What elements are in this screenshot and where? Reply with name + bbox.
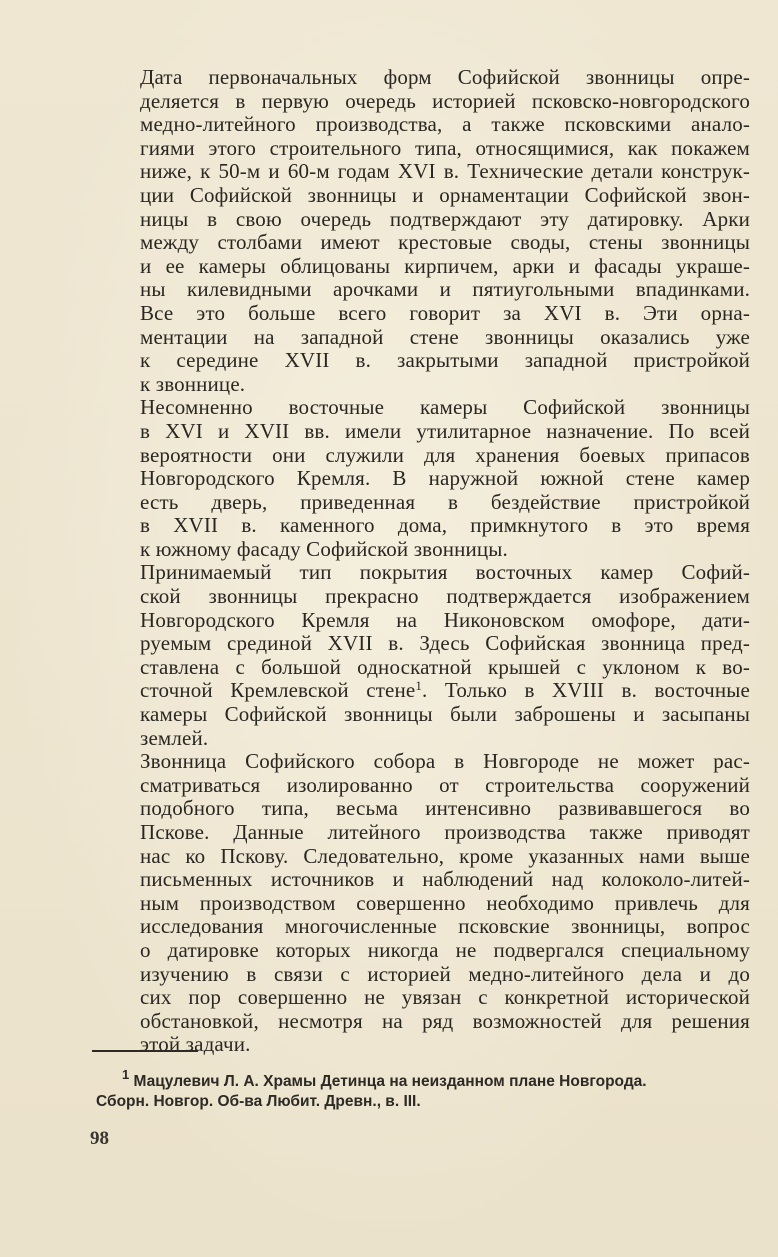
text-line: этой задачи. xyxy=(140,1032,251,1057)
text-line: Новгородского Кремля на Никоновском омофоре, дати- xyxy=(140,607,750,632)
text-line: к звоннице. xyxy=(140,371,246,396)
text-line: вероятности они служили для хранения боевых припасов xyxy=(140,442,750,467)
text-line: ской звонницы прекрасно подтверждается изображением xyxy=(140,584,750,609)
text-line: ным производством совершенно необходимо привлечь для xyxy=(140,890,750,915)
text-line: деляется в первую очередь историей псковско-новгородского xyxy=(140,88,750,113)
footnote-line xyxy=(96,1067,752,1092)
text-line: есть дверь, приведенная в бездействие пристройкой xyxy=(140,489,750,514)
paragraph-1 xyxy=(96,66,750,396)
text-line: письменных источников и наблюдений над колоколо-литей- xyxy=(140,867,750,892)
text-line: ны килевидными арочками и пятиугольными впадинками. xyxy=(140,277,750,302)
paragraph-4 xyxy=(96,750,750,1057)
text-line: ции Софийской звонницы и орнаментации Софийской звон- xyxy=(140,182,750,207)
text-line: и ее камеры облицованы кирпичем, арки и фасады украше- xyxy=(140,253,750,278)
text-line: нас ко Пскову. Следовательно, кроме указанных нами выше xyxy=(140,843,750,868)
text-line: в XVII в. каменного дома, примкнутого в это время xyxy=(140,513,750,538)
text-line: обстановкой, несмотря на ряд возможностей для решения xyxy=(140,1008,750,1033)
text-line: к середине XVII в. закрытыми западной пристройкой xyxy=(140,348,750,373)
text-line-with-footnote xyxy=(96,679,750,703)
footnote-line: Сборн. Новгор. Об-ва Любит. Древн., в. III. xyxy=(96,1092,421,1110)
text-line: камеры Софийской звонницы были заброшены и засыпаны xyxy=(140,702,750,727)
text-line: Новгородского Кремля. В наружной южной стене камер xyxy=(140,466,750,491)
text-line: гиями этого строительного типа, относящимися, как покажем xyxy=(140,135,750,160)
footnote-text: Мацулевич Л. А. Храмы Детинца на неизданном плане Новгорода. xyxy=(133,1073,647,1090)
body-text xyxy=(96,66,750,1057)
text-line: ментации на западной стене звонницы оказались уже xyxy=(140,324,750,349)
text-line: изучению в связи с историей медно-литейного дела и до xyxy=(140,961,750,986)
text-line: Пскове. Данные литейного производства также приводят xyxy=(140,820,750,844)
footnote-marker: 1 xyxy=(122,1067,130,1082)
text-line: Все это больше всего говорит за XVI в. Эти орна- xyxy=(140,300,750,325)
text-line: о датировке которых никогда не подвергался специальному xyxy=(140,937,750,962)
text-line: руемым срединой XVII в. Здесь Софийская звонница пред- xyxy=(140,631,750,656)
text-line: Принимаемый тип покрытия восточных камер Софий- xyxy=(140,560,750,585)
footnote-divider xyxy=(92,1050,198,1052)
text-line: в XVI и XVII вв. имели утилитарное назначение. По всей xyxy=(140,418,750,443)
text-line: Дата первоначальных форм Софийской звонницы опре- xyxy=(140,65,750,89)
text-line: ницы в свою очередь подтверждают эту датировку. Арки xyxy=(140,206,750,231)
text-line: ставлена с большой односкатной крышей с уклоном к во- xyxy=(140,654,750,679)
paragraph-3 xyxy=(96,561,750,750)
text-line: между столбами имеют крестовые своды, стены звонницы xyxy=(140,230,750,255)
text-segment: . Только в XVIII в. восточные xyxy=(422,678,751,703)
text-line: ниже, к 50-м и 60-м годам XVI в. Технические детали конструк- xyxy=(140,159,750,184)
text-line: сих пор совершенно не увязан с конкретной исторической xyxy=(140,985,750,1010)
text-segment: сточной Кремлевской стене xyxy=(140,678,416,703)
text-line: сматриваться изолированно от строительства сооружений xyxy=(140,772,750,797)
paragraph-2 xyxy=(96,396,750,561)
text-line: медно-литейного производства, а также псковскими анало- xyxy=(140,112,750,137)
text-line: подобного типа, весьма интенсивно развивавшегося во xyxy=(140,796,750,821)
text-line: Несомненно восточные камеры Софийской звонницы xyxy=(140,395,750,420)
text-line: землей. xyxy=(140,725,209,750)
footnote xyxy=(96,1067,752,1111)
footnote-reference: 1 xyxy=(415,678,423,694)
text-line: Звонница Софийского собора в Новгороде не может рас- xyxy=(140,749,750,774)
text-line: исследования многочисленные псковские звонницы, вопрос xyxy=(140,914,750,939)
text-line: к южному фасаду Софийской звонницы. xyxy=(140,536,508,561)
page-number: 98 xyxy=(90,1128,109,1149)
